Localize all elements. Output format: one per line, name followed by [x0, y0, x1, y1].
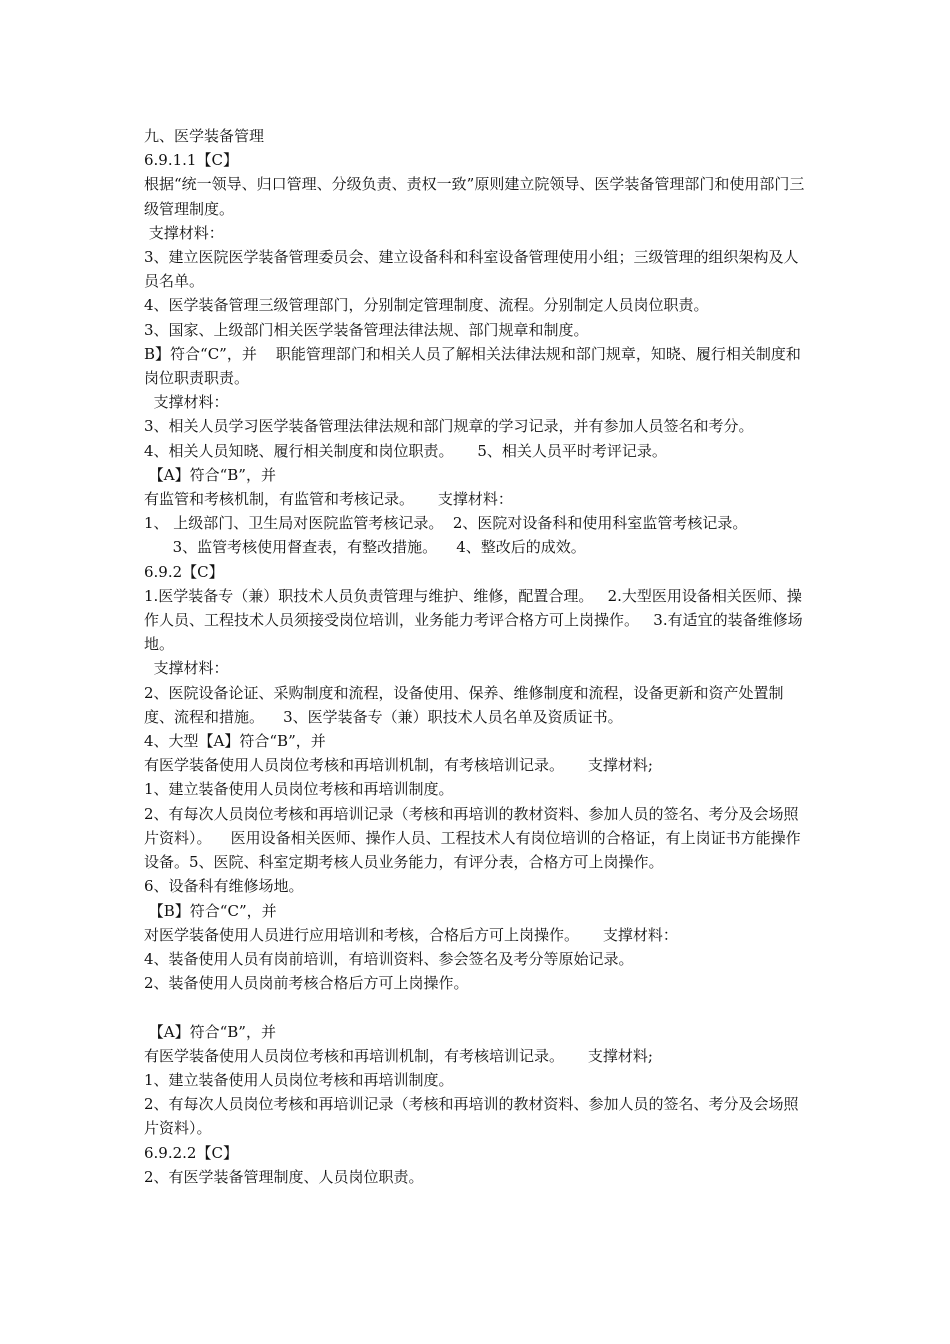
- clause-number: 6.9.2【C】: [144, 562, 224, 581]
- paragraph: 有医学装备使用人员岗位考核和再培训机制，有考核培训记录。 支撑材料;: [144, 756, 653, 775]
- clause-number: 6.9.2.2【C】: [144, 1143, 238, 1162]
- paragraph: 有监管和考核机制，有监管和考核记录。 支撑材料：: [144, 490, 513, 509]
- paragraph: 4、装备使用人员有岗前培训，有培训资料、参会签名及考分等原始记录。: [144, 949, 634, 968]
- paragraph: 2、有医学装备管理制度、人员岗位职责。: [144, 1167, 424, 1186]
- paragraph: 1、建立装备使用人员岗位考核和再培训制度。: [144, 1070, 454, 1089]
- paragraph: 2、装备使用人员岗前考核合格后方可上岗操作。: [144, 974, 469, 993]
- grade-heading: 【B】符合“C”，并: [144, 901, 277, 920]
- grade-heading: 【A】符合“B”，并: [144, 1022, 276, 1041]
- support-material-label: 支撑材料：: [144, 659, 229, 678]
- paragraph: 根据“统一领导、归口管理、分级负责、责权一致”原则建立院领导、医学装备管理部门和使用部门三级管理制度。: [144, 175, 805, 218]
- paragraph: 对医学装备使用人员进行应用培训和考核，合格后方可上岗操作。 支撑材料：: [144, 925, 678, 944]
- paragraph: 有医学装备使用人员岗位考核和再培训机制，有考核培训记录。 支撑材料;: [144, 1046, 653, 1065]
- grade-heading: 【A】符合“B”，并: [144, 465, 276, 484]
- support-material-label: 支撑材料：: [144, 223, 224, 242]
- paragraph: 4、相关人员知晓、履行相关制度和岗位职责。 5、相关人员平时考评记录。: [144, 441, 667, 460]
- section-heading: 九、医学装备管理: [144, 127, 265, 145]
- paragraph: 2、有每次人员岗位考核和再培训记录（考核和再培训的教材资料、参加人员的签名、考分及会场照片资料）。: [144, 1095, 799, 1138]
- paragraph: 3、建立医院医学装备管理委员会、建立设备科和科室设备管理使用小组；三级管理的组织架构及人员名单。: [144, 248, 799, 291]
- paragraph: 1、建立装备使用人员岗位考核和再培训制度。: [144, 780, 454, 799]
- paragraph: 4、医学装备管理三级管理部门，分别制定管理制度、流程。分别制定人员岗位职责。: [144, 296, 709, 315]
- paragraph: 1.医学装备专（兼）职技术人员负责管理与维护、维修，配置合理。 2.大型医用设备相关医师、操作人员、工程技术人员须接受岗位培训，业务能力考评合格方可上岗操作。 3.有适宜的装备维修场地。: [144, 586, 803, 654]
- paragraph: 2、有每次人员岗位考核和再培训记录（考核和再培训的教材资料、参加人员的签名、考分及会场照片资料）。 医用设备相关医师、操作人员、工程技术人有岗位培训的合格证，有上岗证书方能操作设备。5、医院、科室定期考核人员业务能力，有评分表，合格方可上岗操作。: [144, 804, 801, 872]
- paragraph: 2、医院设备论证、采购制度和流程，设备使用、保养、维修制度和流程，设备更新和资产处置制度、流程和措施。 3、医学装备专（兼）职技术人员名单及资质证书。: [144, 683, 784, 726]
- paragraph: 4、大型【A】符合“B”，并: [144, 732, 326, 751]
- paragraph: 6、设备科有维修场地。: [144, 877, 304, 896]
- blank-line: [144, 995, 812, 1019]
- clause-number: 6.9.1.1【C】: [144, 151, 238, 170]
- paragraph: 3、相关人员学习医学装备管理法律法规和部门规章的学习记录，并有参加人员签名和考分。: [144, 417, 754, 436]
- document-body: [144, 124, 812, 1189]
- paragraph: 3、监管考核使用督查表，有整改措施。 4、整改后的成效。: [144, 538, 586, 557]
- paragraph: 3、国家、上级部门相关医学装备管理法律法规、部门规章和制度。: [144, 320, 589, 339]
- paragraph: B】符合“C”，并 职能管理部门和相关人员了解相关法律法规和部门规章，知晓、履行相关制度和岗位职责职责。: [144, 344, 801, 388]
- support-material-label: 支撑材料：: [144, 393, 229, 412]
- paragraph: 1、 上级部门、卫生局对医院监管考核记录。 2、医院对设备科和使用科室监管考核记录。: [144, 514, 748, 533]
